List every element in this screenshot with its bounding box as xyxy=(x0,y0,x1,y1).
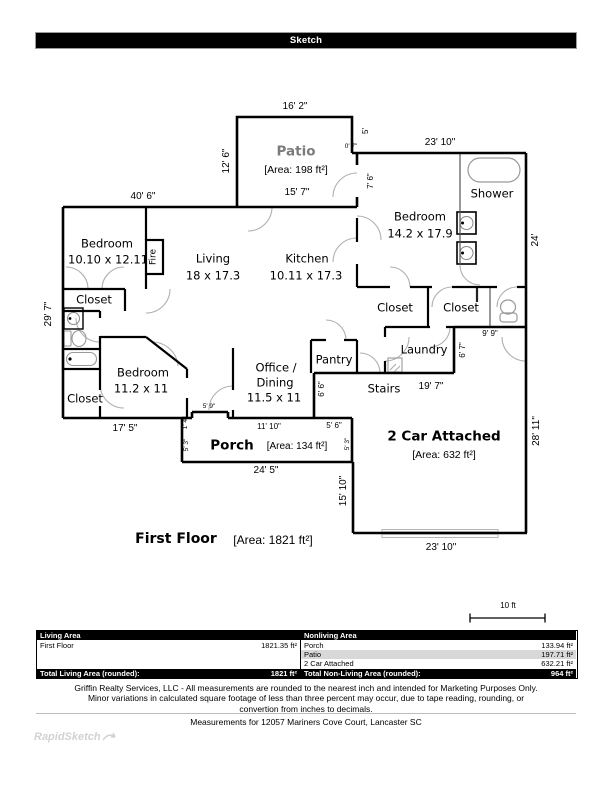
area-summary-table xyxy=(36,630,578,679)
dim-label: 6' 7" xyxy=(458,342,467,358)
dim-label: 9' 9" xyxy=(482,329,498,338)
living-area-table xyxy=(37,631,300,678)
dim-label: 40' 6" xyxy=(130,191,156,202)
dim-label: 5' 9" xyxy=(202,402,216,410)
scale-bar-label: 10 ft xyxy=(500,601,516,610)
dim-label: 16' 2" xyxy=(282,101,308,112)
dim-label: 5' 6" xyxy=(326,421,342,430)
disclaimer-line: Minor variations in calculated square footage of less than three percent may occur, due to tape reading, rounding, or xyxy=(87,693,525,704)
row-label: 2 Car Attached xyxy=(304,659,354,669)
room-label-patio: Patio xyxy=(276,143,316,160)
dim-label: 24' xyxy=(530,233,541,247)
room-label-laundry: Laundry xyxy=(400,342,448,357)
nonliving-area-header-row xyxy=(301,631,576,640)
room-label-bedroom-bl: Bedroom xyxy=(116,365,170,380)
logo-swoosh-icon xyxy=(102,731,116,743)
room-label-garage: 2 Car Attached xyxy=(387,428,501,445)
room-size-bedroom-tr: 14.2 x 17.9 xyxy=(387,226,453,241)
nonliving-area-table xyxy=(300,631,576,678)
room-label-shower: Shower xyxy=(470,186,514,201)
room-area-patio: [Area: 198 ft²] xyxy=(264,163,328,176)
row-value: 133.94 ft² xyxy=(541,640,573,650)
disclaimer-line: convertion from inches to decimals. xyxy=(239,703,373,714)
row-value: 1821.35 ft² xyxy=(261,640,297,650)
row-label: First Floor xyxy=(40,640,74,650)
footer-divider xyxy=(36,713,576,714)
scale-bar xyxy=(470,614,545,623)
table-row xyxy=(301,659,576,668)
room-label-kitchen: Kitchen xyxy=(285,251,329,266)
row-label: Porch xyxy=(304,640,324,650)
table-row-empty xyxy=(37,650,300,659)
floor-title: First Floor xyxy=(135,531,217,547)
rapidsketch-logo xyxy=(34,731,116,743)
room-label-closet-bl: Closet xyxy=(67,391,103,406)
room-size-living: 18 x 17.3 xyxy=(185,268,241,283)
room-label-pantry: Pantry xyxy=(315,352,353,367)
living-area-header: Living Area xyxy=(40,631,81,641)
address-line: Measurements for 12057 Mariners Cove Court, Lancaster SC xyxy=(190,717,422,727)
dim-label: 1' 4" xyxy=(181,416,189,430)
dim-label: 28' 11" xyxy=(531,416,542,446)
dim-label: 23' 10" xyxy=(424,137,456,148)
row-label: Patio xyxy=(304,649,322,659)
row-value: 632.21 ft² xyxy=(541,659,573,669)
dim-label: 15' 10" xyxy=(338,475,349,507)
nonliving-total-row xyxy=(301,669,576,678)
dim-label: 7' 6" xyxy=(366,173,375,189)
toilet-icon xyxy=(500,300,517,322)
disclaimer-text xyxy=(36,683,576,714)
dim-label: 17' 5" xyxy=(112,423,138,434)
dim-label: 6' 6" xyxy=(317,381,326,397)
living-area-header-row xyxy=(37,631,300,640)
room-area-porch: [Area: 134 ft²] xyxy=(266,441,328,452)
disclaimer-line: Griffin Realty Services, LLC - All measurements are rounded to the nearest inch and intended for Marketing Purposes Only. xyxy=(74,683,538,693)
dim-label: 29' 7" xyxy=(43,301,54,327)
dim-label: 0' 7" xyxy=(344,142,358,150)
table-row xyxy=(37,640,300,649)
room-size-bedroom-tl: 10.10 x 12.11 xyxy=(68,252,148,267)
table-row-empty xyxy=(37,659,300,668)
room-label-closet-b: Closet xyxy=(443,300,479,315)
total-value: 964 ft² xyxy=(550,668,573,678)
room-label-office-2: Dining xyxy=(256,375,294,390)
total-label: Total Living Area (rounded): xyxy=(40,668,140,678)
outer-walls xyxy=(63,117,527,533)
room-label-porch: Porch xyxy=(210,437,254,454)
room-size-bedroom-bl: 11.2 x 11 xyxy=(113,381,169,396)
room-size-kitchen: 10.11 x 17.3 xyxy=(269,268,343,283)
dim-label: 24' 5" xyxy=(253,465,279,476)
room-label-living: Living xyxy=(195,251,231,266)
toilet-icon xyxy=(64,331,86,347)
floor-area: [Area: 1821 ft²] xyxy=(233,533,313,547)
dim-label: 12' 6" xyxy=(221,148,232,174)
bathtub-icon xyxy=(63,349,100,369)
room-label-office: Office / xyxy=(255,360,297,375)
row-value: 197.71 ft² xyxy=(541,649,573,659)
room-area-garage: [Area: 632 ft²] xyxy=(412,448,476,461)
dim-label: 23' 10" xyxy=(425,542,457,553)
dim-label: 11' 10" xyxy=(257,422,281,431)
room-label-closet-a: Closet xyxy=(377,300,413,315)
dim-label: 15' 7" xyxy=(284,187,310,198)
dim-label: 5' 3" xyxy=(182,438,190,452)
living-total-row xyxy=(37,669,300,678)
total-value: 1821 ft² xyxy=(270,668,297,678)
table-row xyxy=(301,640,576,649)
dim-label: 5' xyxy=(361,128,370,134)
fireplace-label: Fire xyxy=(148,248,159,266)
table-row xyxy=(301,650,576,659)
dim-label: 19' 7" xyxy=(418,381,444,392)
total-label: Total Non-Living Area (rounded): xyxy=(304,668,421,678)
dim-label: 5' 3" xyxy=(343,437,351,451)
room-label-stairs: Stairs xyxy=(367,381,401,396)
room-label-bedroom-tl: Bedroom xyxy=(80,236,134,251)
room-size-office: 11.5 x 11 xyxy=(246,390,302,405)
rapidsketch-logo-text: RapidSketch xyxy=(34,731,101,743)
nonliving-area-header: Nonliving Area xyxy=(304,631,357,641)
room-label-bedroom-tr: Bedroom xyxy=(393,209,447,224)
bathtub-icon xyxy=(468,158,520,182)
page-title: Sketch xyxy=(289,35,323,46)
room-label-closet-tl: Closet xyxy=(76,292,112,307)
